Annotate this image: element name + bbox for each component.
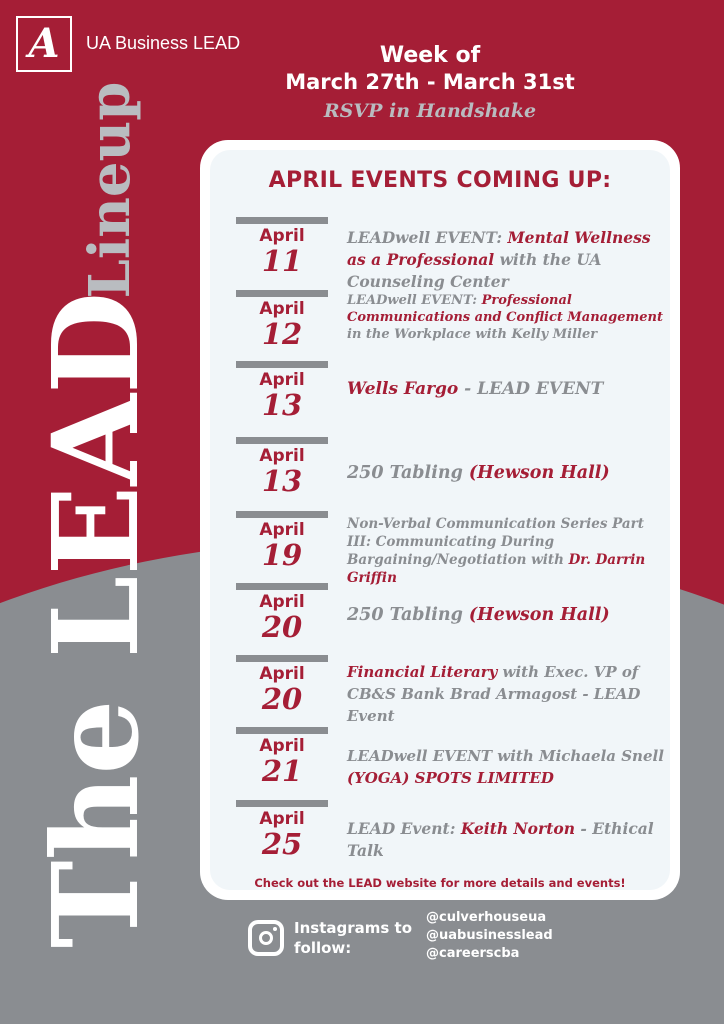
event-day: 11	[261, 244, 303, 278]
date-divider	[236, 290, 328, 297]
event-month: April	[259, 592, 305, 612]
handle-culverhouseua[interactable]: @culverhouseua	[426, 910, 547, 925]
date-divider	[236, 727, 328, 734]
event-highlight: Wells Fargo	[347, 379, 459, 399]
week-range: March 27th - March 31st	[285, 70, 575, 94]
week-of-label: Week of	[379, 43, 481, 68]
website-note: Check out the LEAD website for more details and events!	[254, 876, 626, 890]
event-description	[347, 745, 667, 789]
event-day: 12	[261, 317, 303, 351]
instagram-handles	[426, 909, 626, 963]
date-divider	[236, 217, 328, 224]
instagram-icon[interactable]	[248, 920, 284, 956]
event-month: April	[259, 299, 305, 319]
event-month: April	[259, 664, 305, 684]
event-highlight: Financial Literary	[347, 663, 498, 681]
event-month: April	[259, 736, 305, 756]
brand-name: UA Business LEAD	[86, 33, 241, 53]
event-day: 13	[261, 464, 303, 498]
rsvp-note: RSVP in Handshake	[323, 100, 537, 122]
event-day: 25	[261, 827, 303, 861]
instagram-label: Instagrams to follow:	[294, 919, 412, 957]
event-day: 21	[261, 754, 303, 788]
event-day: 20	[261, 682, 303, 716]
event-day: 13	[261, 388, 303, 422]
event-highlight: (Hewson Hall)	[468, 463, 610, 483]
event-highlight: (Hewson Hall)	[468, 605, 610, 625]
event-text: - Ethical Talk	[347, 819, 654, 860]
event-day: 19	[261, 538, 303, 572]
event-highlight: Keith Norton	[460, 819, 575, 838]
date-divider	[236, 437, 328, 444]
handle-uabusinesslead[interactable]: @uabusinesslead	[426, 928, 553, 943]
event-description	[347, 603, 667, 627]
event-text: LEADwell EVENT:	[347, 293, 482, 308]
event-description	[347, 227, 667, 293]
event-text: LEADwell EVENT:	[347, 228, 508, 247]
event-highlight: Dr. Darrin Griffin	[347, 552, 646, 586]
event-text: LEADwell EVENT with Michaela Snell	[347, 747, 664, 765]
event-highlight: Professional Communications and Conflict Management	[347, 293, 663, 325]
event-day: 20	[261, 610, 303, 644]
event-highlight: (YOGA) SPOTS LIMITED	[347, 769, 554, 787]
event-description	[347, 292, 667, 343]
date-divider	[236, 800, 328, 807]
event-description	[347, 377, 667, 401]
event-text: Non-Verbal Communication Series Part III: Communicating During Bargaining/Negotiation with	[347, 516, 645, 568]
the-lead-text: The LEAD	[26, 291, 165, 949]
date-divider	[236, 583, 328, 590]
event-text: 250 Tabling	[347, 463, 469, 483]
ua-logo	[16, 16, 72, 72]
instagram-lens	[259, 931, 273, 945]
event-month: April	[259, 226, 305, 246]
event-description	[347, 461, 667, 485]
event-text: in the Workplace with Kelly Miller	[347, 327, 598, 342]
event-month: April	[259, 370, 305, 390]
event-text: - LEAD EVENT	[458, 379, 604, 399]
instagram-dot	[273, 927, 277, 931]
date-divider	[236, 361, 328, 368]
handle-careerscba[interactable]: @careerscba	[426, 946, 520, 961]
event-highlight: Mental Wellness as a Professional	[347, 228, 651, 269]
lineup-text: Lineup	[77, 81, 143, 299]
event-text: 250 Tabling	[347, 605, 469, 625]
events-heading: APRIL EVENTS COMING UP:	[268, 168, 612, 193]
script-a-icon: A	[28, 20, 60, 67]
event-text: LEAD Event:	[347, 819, 461, 838]
event-text: with the UA Counseling Center	[347, 250, 602, 291]
event-description	[347, 515, 667, 587]
date-divider	[236, 655, 328, 662]
event-description	[347, 661, 667, 727]
date-divider	[236, 511, 328, 518]
event-text: with Exec. VP of CB&S Bank Brad Armagost - LEAD Event	[347, 663, 641, 725]
background-gray-band	[0, 990, 724, 1024]
event-month: April	[259, 446, 305, 466]
event-month: April	[259, 809, 305, 829]
event-month: April	[259, 520, 305, 540]
event-description	[347, 818, 667, 862]
